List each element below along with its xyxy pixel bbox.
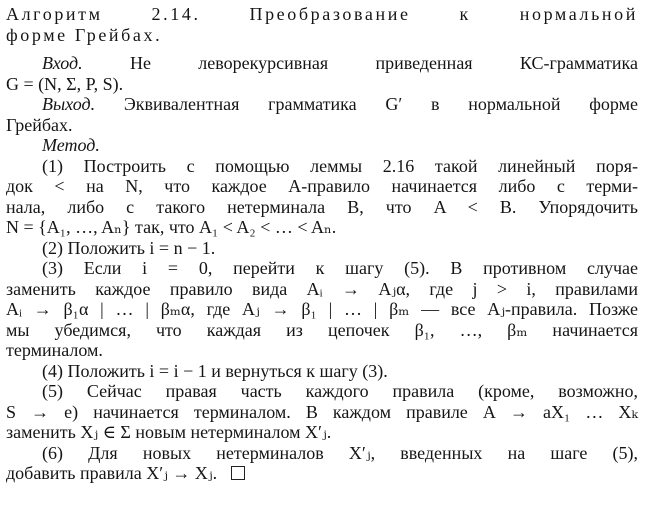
step-3-line-5: терминалом. <box>6 340 103 360</box>
end-of-algorithm-icon <box>231 466 245 480</box>
algorithm-title-line-2: форме Грейбах. <box>6 24 163 45</box>
step-2-line-1: (2) Положить i = n − 1. <box>42 237 216 258</box>
input-line-2: G = (N, Σ, P, S). <box>6 73 124 94</box>
input-text: Не леворекурсивная приведенная КС-грамматика <box>82 53 638 73</box>
step-3-line-4: мы убедимся, что каждая из цепочек β₁, …, βₘ начинается <box>6 319 638 340</box>
step-3-line-1: (3) Если i = 0, перейти к шагу (5). В противном случае <box>42 258 638 278</box>
step-6-line-2 <box>6 463 638 484</box>
step-1-line-4: N = {A₁, …, Aₙ} так, что A₁ < A₂ < … < Aₙ. <box>6 217 337 237</box>
step-3-line-2: заменить каждое правило вида Aᵢ → Aⱼα, где j > i, правилами <box>6 278 638 299</box>
step-1-line-3: нала, либо с такого нетерминала B, что A < B. Упорядочить <box>6 196 638 217</box>
input-label: Вход. <box>42 53 83 73</box>
step-3-line-3: Aᵢ → β₁α | … | βₘα, где Aⱼ → β₁ | … | βₘ — все Aⱼ-правила. Позже <box>6 299 638 319</box>
input-line-1 <box>6 53 638 74</box>
step-1-line-2: док < на N, что каждое A-правило начинается либо с терми- <box>6 176 638 196</box>
step-1-line-1: (1) Построить с помощью леммы 2.16 такой линейный поря- <box>42 155 638 176</box>
step-5-line-1: (5) Сейчас правая часть каждого правила (кроме, возможно, <box>42 381 638 401</box>
output-text: Эквивалентная грамматика G′ в нормальной форме <box>95 94 638 114</box>
method-label: Метод. <box>42 135 100 155</box>
output-label: Выход. <box>42 94 96 114</box>
step-4-line-1: (4) Положить i = i − 1 и вернуться к шагу (3). <box>42 360 388 381</box>
algorithm-title-line-1: Алгоритм 2.14. Преобразование к нормальной <box>6 4 638 24</box>
step-6-text: добавить правила X′ⱼ → Xⱼ. <box>6 463 218 483</box>
step-5-line-3: заменить Xⱼ ∈ Σ новым нетерминалом X′ⱼ. <box>6 422 332 442</box>
output-line-1 <box>6 94 638 115</box>
output-line-2: Грейбах. <box>6 114 73 135</box>
step-6-line-1: (6) Для новых нетерминалов X′ⱼ, введенных на шаге (5), <box>42 442 638 463</box>
step-5-line-2: S → e) начинается терминалом. В каждом правиле A → aX₁ … Xₖ <box>6 401 638 422</box>
